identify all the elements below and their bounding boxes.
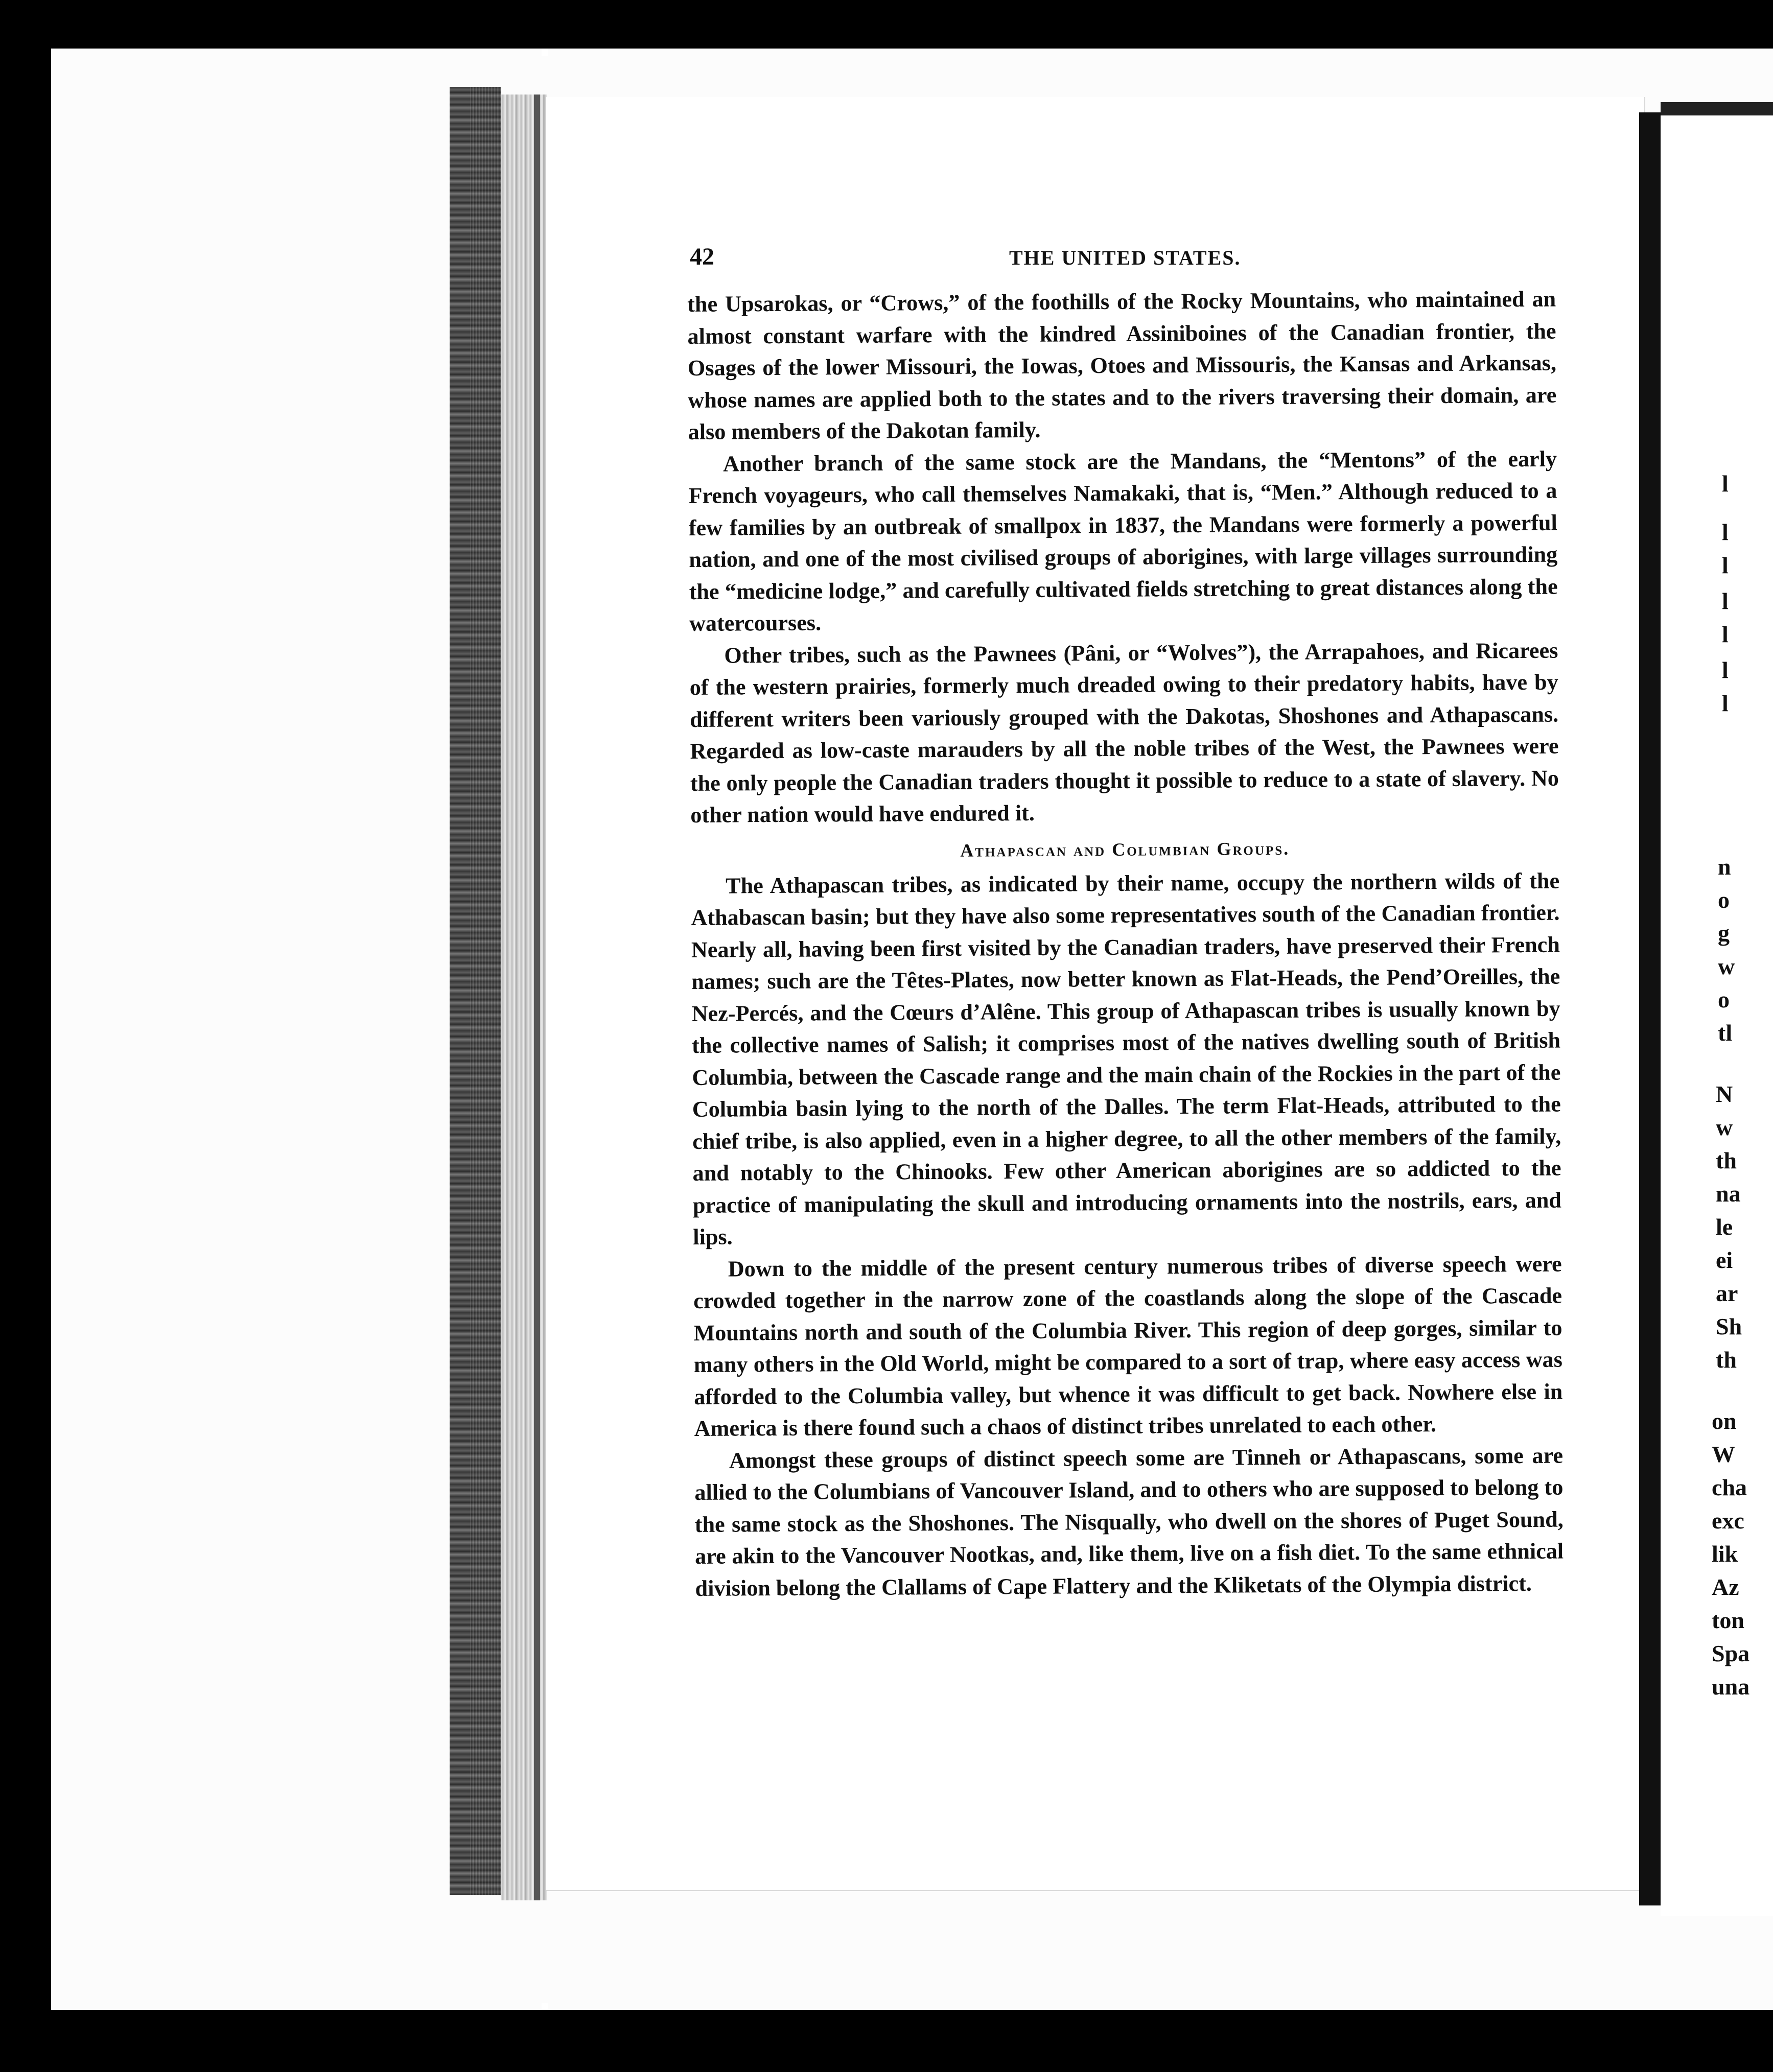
page-number: 42 [690,243,714,270]
facing-page-fragment: ton [1712,1607,1744,1633]
facing-page-fragment: ei [1716,1247,1733,1273]
facing-page-fragment: una [1712,1674,1750,1700]
paragraph: Other tribes, such as the Pawnees (Pâni, or “Wolves”), the Arrapahoes, and Ricarees of the western prairies, formerly much dreaded owing to their predatory habits, have by different writers been variously grouped with the Dakotas, Shoshones and Athapascans. Regarded as low-caste marauders by all the noble tribes of the West, the Pawnees were the only people the Canadian traders thought it possible to reduce to a state of slavery. No other nation would have endured it. [689,638,1559,828]
facing-page-fragment: g [1718,920,1730,946]
facing-page-fragment: w [1718,953,1735,979]
facing-page-fragment: n [1718,854,1731,880]
facing-page-fragment: Az [1712,1574,1739,1600]
running-title: THE UNITED STATES. [1009,246,1241,269]
page-body [687,284,1564,1605]
paragraph: Amongst these groups of distinct speech some are Tinneh or Athapascans, some are allied to the Columbians of Vancouver Island, and to others who are supposed to belong to the same stock as the Shoshones. The Nisqually, who dwell on the shores of Puget Sound, are akin to the Vancouver Nootkas, and, like them, live on a fish diet. To the same ethnical division belong the Clallams of Cape Flattery and the Kliketats of the Olympia district. [694,1443,1564,1601]
facing-page-edge [1661,102,1773,115]
paragraph: Down to the middle of the present century numerous tribes of diverse speech were crowded together in the narrow zone of the coastlands along the slope of the Cascade Mountains north and south of the Columbia River. This region of deep gorges, similar to many others in the Old World, might be compared to a sort of trap, where easy access was afforded to the Columbia valley, but whence it was difficult to get back. Nowhere else in America is there found such a chaos of distinct tribes unrelated to each other. [693,1251,1563,1441]
running-head [690,243,1548,273]
facing-page-fragment: ar [1716,1280,1738,1306]
facing-page-fragment: Sh [1716,1313,1742,1339]
facing-page-fragment: cha [1712,1474,1747,1500]
facing-page-fragment: w [1716,1114,1733,1140]
facing-page-fragment: l [1722,657,1729,683]
facing-page-fragment: W [1712,1441,1735,1467]
paragraph: Another branch of the same stock are the Mandans, the “Mentons” of the early French voyageurs, who call themselves Namakaki, that is, “Men.” Although reduced to a few families by an outbreak of smallpox in 1837, the Mandans were formerly a powerful nation, and one of the most civilised groups of aborigines, with large villages surrounding the “medicine lodge,” and carefully cultivated fields stretching to great distances along the watercourses. [688,446,1558,636]
frame-mark-top [542,49,548,56]
facing-page-fragment: o [1718,986,1730,1013]
facing-page-fragment: l [1722,690,1729,716]
paragraph: The Athapascan tribes, as indicated by their name, occupy the northern wilds of the Athabascan basin; but they have also some representatives south of the Canadian frontier. Nearly all, having been first visited by the Canadian traders, have preserved their French names; such are the Têtes-Plates, now better known as Flat-Heads, the Pend’Oreilles, the Nez-Percés, and the Cœurs d’Alêne. This group of Athapascan tribes is usually known by the collective names of Salish; it comprises most of the natives dwelling south of British Columbia, between the Cascade range and the main chain of the Rockies in the part of the Columbia basin lying to the north of the Dalles. The term Flat-Heads, attributed to the chief tribe, is also applied, even in a higher degree, to all the other members of the family, and notably to the Chinooks. Few other American aborigines are so addicted to the practice of manipulating the skull and introducing ornaments into the nostrils, ears, and lips. [691,868,1562,1250]
facing-page-fragment: l [1722,621,1729,647]
facing-page-fragment: Spa [1712,1640,1750,1666]
facing-page-fragment: l [1722,552,1729,578]
facing-page-fragment: on [1712,1408,1737,1434]
book-spine [450,87,501,1895]
paragraph: the Upsarokas, or “Crows,” of the foothills of the Rocky Mountains, who maintained an almost constant warfare with the kindred Assiniboines of the Canadian frontier, the Osages of the lower Missouri, the Iowas, Otoes and Missouris, the Kansas and Arkansas, whose names are applied both to the states and to the rivers traversing their domain, are also members of the Dakotan family. [687,286,1557,444]
facing-page-fragment: o [1718,887,1730,913]
facing-page-fragment: exc [1712,1508,1744,1534]
facing-page-fragment: th [1716,1347,1737,1373]
section-heading: Athapascan and Columbian Groups. [960,838,1290,861]
facing-page-fragment: l [1722,519,1729,545]
gutter-line [534,95,540,1900]
facing-page-fragment: N [1716,1081,1733,1107]
facing-page-fragment: tl [1718,1020,1733,1046]
facing-page-fragment: lik [1712,1541,1738,1567]
facing-page-fragment: l [1722,470,1729,497]
facing-page [1661,102,1773,1916]
facing-page-gutter [1639,112,1661,1905]
facing-page-fragment: l [1722,588,1729,614]
facing-page-fragment: le [1716,1214,1733,1240]
frame-mark-bottom [542,2003,548,2010]
facing-page-fragment: th [1716,1147,1737,1173]
facing-page-fragment: na [1716,1181,1741,1207]
